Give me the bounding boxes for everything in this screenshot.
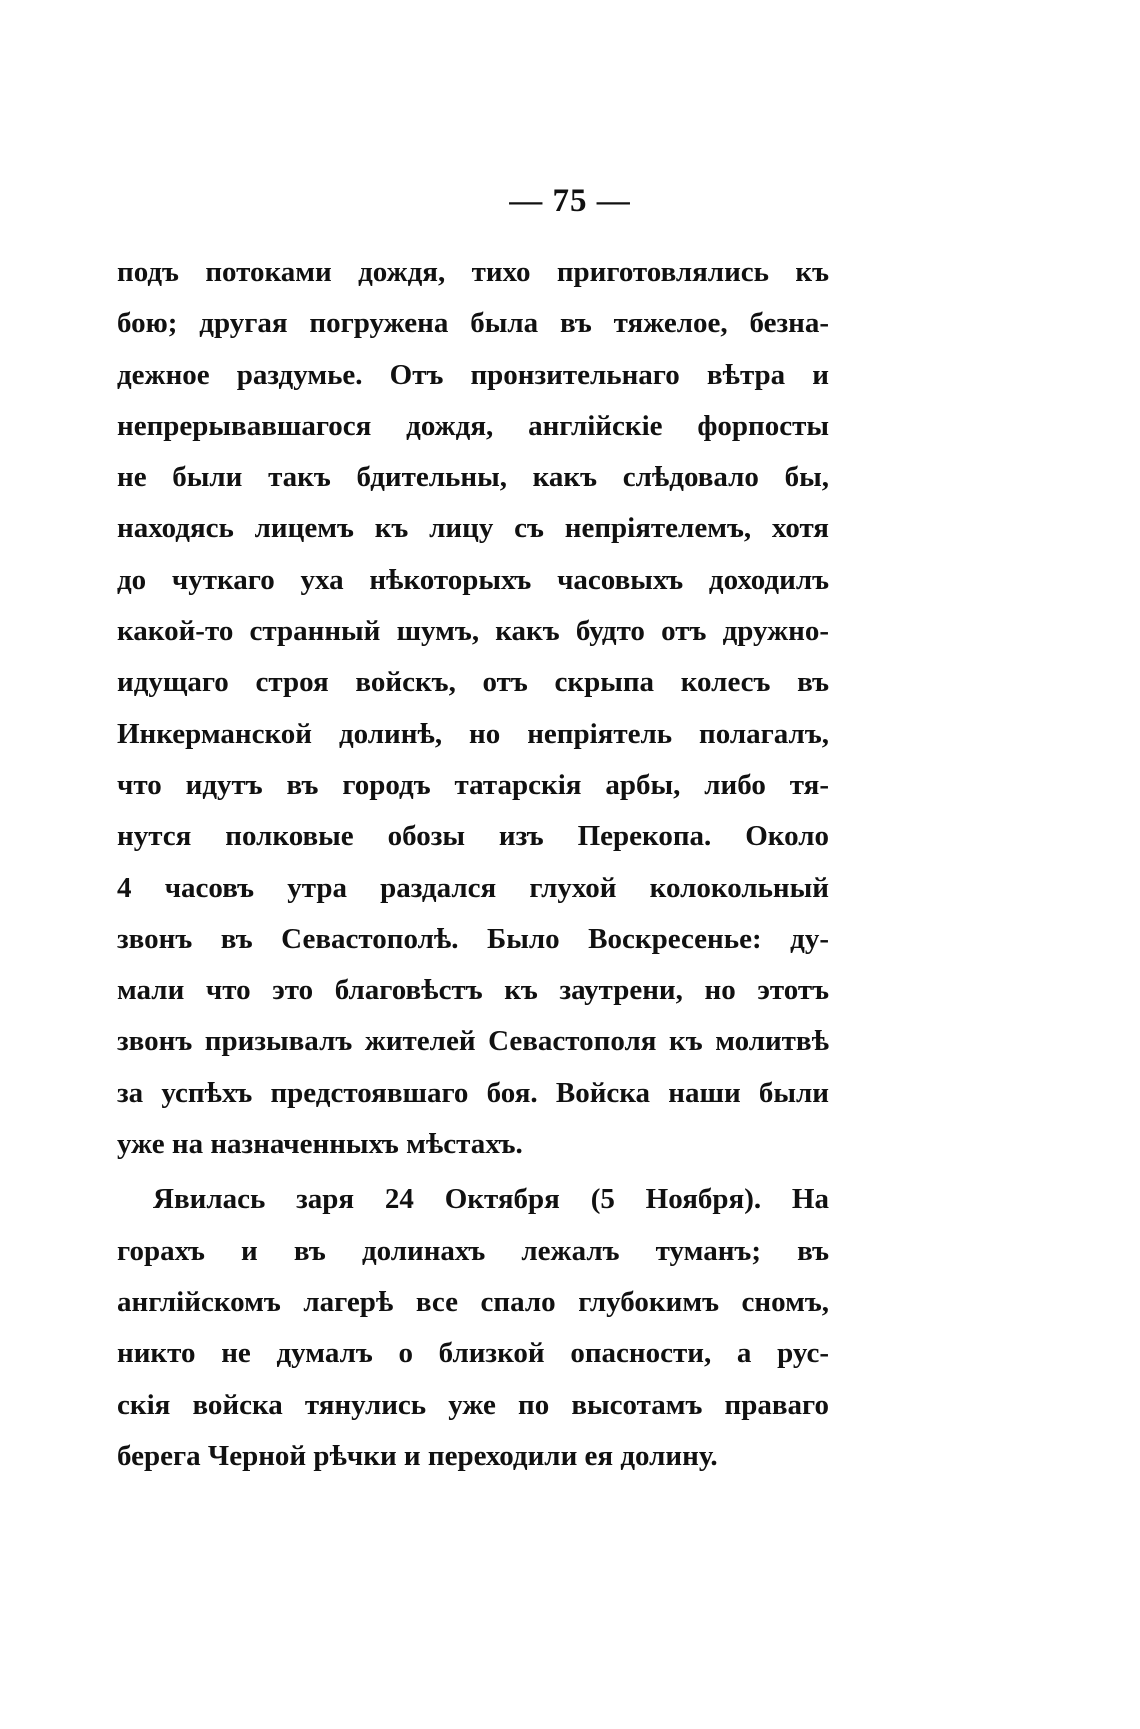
text-line: англійскомъ лагерѣ все спало глубокимъ сномъ, bbox=[117, 1285, 829, 1318]
text-line: звонъ въ Севастополѣ. Было Воскресенье: ду- bbox=[117, 922, 829, 955]
text-line: мали что это благовѣстъ къ заутрени, но этотъ bbox=[117, 974, 829, 1007]
text-line: Инкерманской долинѣ, но непріятель полагалъ, bbox=[117, 717, 829, 750]
text-line: скія войска тянулись уже по высотамъ праваго bbox=[117, 1388, 829, 1421]
page-number: — 75 — bbox=[509, 183, 631, 219]
paragraph-end-line: уже на назначенныхъ мѣстахъ. bbox=[117, 1128, 523, 1161]
text-line: что идутъ въ городъ татарскія арбы, либо тя- bbox=[117, 768, 829, 801]
paragraph-end-line: берега Черной рѣчки и переходили ея долину. bbox=[117, 1439, 718, 1472]
text-line: 4 часовъ утра раздался глухой колокольный bbox=[117, 871, 829, 904]
text-line: за успѣхъ предстоявшаго боя. Войска наши были bbox=[117, 1076, 829, 1109]
text-line: дежное раздумье. Отъ пронзительнаго вѣтра и bbox=[117, 358, 829, 391]
text-line: какой-то странный шумъ, какъ будто отъ дружно- bbox=[117, 615, 829, 648]
text-line: идущаго строя войскъ, отъ скрыпа колесъ въ bbox=[117, 666, 829, 699]
text-line: не были такъ бдительны, какъ слѣдовало бы, bbox=[117, 461, 829, 494]
text-line: бою; другая погружена была въ тяжелое, безна- bbox=[117, 307, 829, 340]
text-line: никто не думалъ о близкой опасности, а рус- bbox=[117, 1337, 829, 1370]
paragraph-start-line: Явилась заря 24 Октября (5 Ноября). На bbox=[153, 1183, 829, 1216]
text-line: до чуткаго уха нѣкоторыхъ часовыхъ доходилъ bbox=[117, 563, 829, 596]
text-line: звонъ призывалъ жителей Севастополя къ молитвѣ bbox=[117, 1025, 829, 1058]
body-text bbox=[117, 247, 829, 1482]
text-line: подъ потоками дождя, тихо приготовлялись къ bbox=[117, 256, 829, 288]
text-line: находясь лицемъ къ лицу съ непріятелемъ, хотя bbox=[117, 512, 829, 545]
text-line: горахъ и въ долинахъ лежалъ туманъ; въ bbox=[117, 1234, 829, 1267]
text-line: нутся полковые обозы изъ Перекопа. Около bbox=[117, 820, 829, 853]
text-line: непрерывавшагося дождя, англійскіе форпосты bbox=[117, 409, 829, 442]
